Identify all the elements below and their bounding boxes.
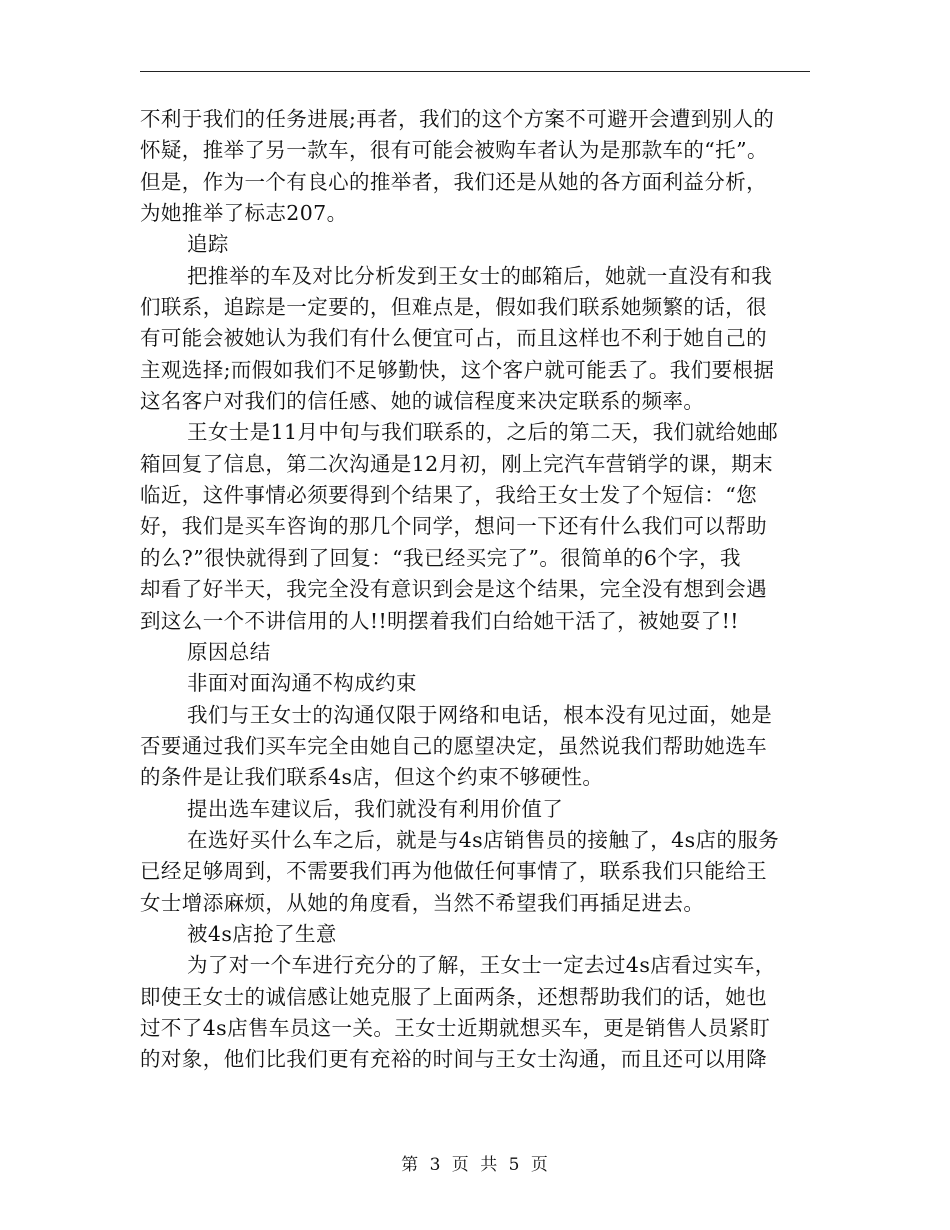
text-line: 追踪 bbox=[187, 232, 229, 257]
text-line: 箱回复了信息，第二次沟通是12月初，刚上完汽车营销学的课，期末 bbox=[140, 451, 773, 476]
footer-page-label: 第 bbox=[401, 1155, 420, 1175]
page-footer bbox=[0, 1150, 950, 1175]
text-line: 原因总结 bbox=[187, 639, 271, 664]
text-line: 已经足够周到，不需要我们再为他做任何事情了，联系我们只能给王 bbox=[140, 859, 767, 884]
text-line: 主观选择;而假如我们不足够勤快，这个客户就可能丢了。我们要根据 bbox=[140, 357, 775, 382]
text-line: 怀疑，推举了另一款车，很有可能会被购车者认为是那款车的“托”。 bbox=[140, 138, 768, 163]
text-line: 们联系，追踪是一定要的，但难点是，假如我们联系她频繁的话，很 bbox=[140, 295, 767, 320]
text-line: 但是，作为一个有良心的推举者，我们还是从她的各方面利益分析， bbox=[140, 169, 767, 194]
document-body bbox=[140, 104, 812, 1076]
text-line: 女士增添麻烦，从她的角度看，当然不希望我们再插足进去。 bbox=[140, 890, 705, 915]
text-line: 我们与王女士的沟通仅限于网络和电话，根本没有见过面，她是 bbox=[187, 702, 773, 727]
footer-page-unit: 页 bbox=[451, 1155, 470, 1175]
footer-page-number: 3 bbox=[429, 1155, 442, 1175]
text-line: 即使王女士的诚信感让她克服了上面两条，还想帮助我们的话，她也 bbox=[140, 984, 767, 1009]
footer-total-unit: 页 bbox=[530, 1155, 549, 1175]
footer-total-pages: 5 bbox=[508, 1155, 521, 1175]
text-line: 非面对面沟通不构成约束 bbox=[187, 671, 417, 696]
text-line: 否要通过我们买车完全由她自己的愿望决定，虽然说我们帮助她选车 bbox=[140, 733, 767, 758]
text-line: 好，我们是买车咨询的那几个同学，想问一下还有什么我们可以帮助 bbox=[140, 514, 767, 539]
text-line: 却看了好半天，我完全没有意识到会是这个结果，完全没有想到会遇 bbox=[140, 577, 767, 602]
text-line: 的么?”很快就得到了回复：“我已经买完了”。很简单的6个字，我 bbox=[140, 545, 741, 570]
text-line: 的对象，他们比我们更有充裕的时间与王女士沟通，而且还可以用降 bbox=[140, 1047, 767, 1072]
text-line: 在选好买什么车之后，就是与4s店销售员的接触了，4s店的服务 bbox=[187, 827, 780, 852]
text-line: 临近，这件事情必须要得到个结果了，我给王女士发了个短信：“您 bbox=[140, 483, 757, 508]
text-line: 的条件是让我们联系4s店，但这个约束不够硬性。 bbox=[140, 765, 604, 790]
text-line: 提出选车建议后，我们就没有利用价值了 bbox=[187, 796, 564, 821]
text-line: 这名客户对我们的信任感、她的诚信程度来决定联系的频率。 bbox=[140, 389, 705, 414]
header-rule bbox=[140, 71, 810, 72]
footer-total-label: 共 bbox=[480, 1155, 499, 1175]
text-line: 到这么一个不讲信用的人!!明摆着我们白给她干活了，被她耍了!! bbox=[140, 608, 739, 633]
text-line: 王女士是11月中旬与我们联系的，之后的第二天，我们就给她邮 bbox=[187, 420, 779, 445]
text-line: 过不了4s店售车员这一关。王女士近期就想买车，更是销售人员紧盯 bbox=[140, 1015, 771, 1040]
text-line: 为了对一个车进行充分的了解，王女士一定去过4s店看过实车， bbox=[187, 953, 776, 978]
text-line: 为她推举了标志207。 bbox=[140, 201, 348, 226]
text-line: 不利于我们的任务进展;再者，我们的这个方案不可避开会遭到别人的 bbox=[140, 107, 775, 131]
text-line: 被4s店抢了生意 bbox=[187, 921, 337, 946]
text-line: 把推举的车及对比分析发到王女士的邮箱后，她就一直没有和我 bbox=[187, 263, 773, 288]
text-line: 有可能会被她认为我们有什么便宜可占，而且这样也不利于她自己的 bbox=[140, 326, 767, 351]
